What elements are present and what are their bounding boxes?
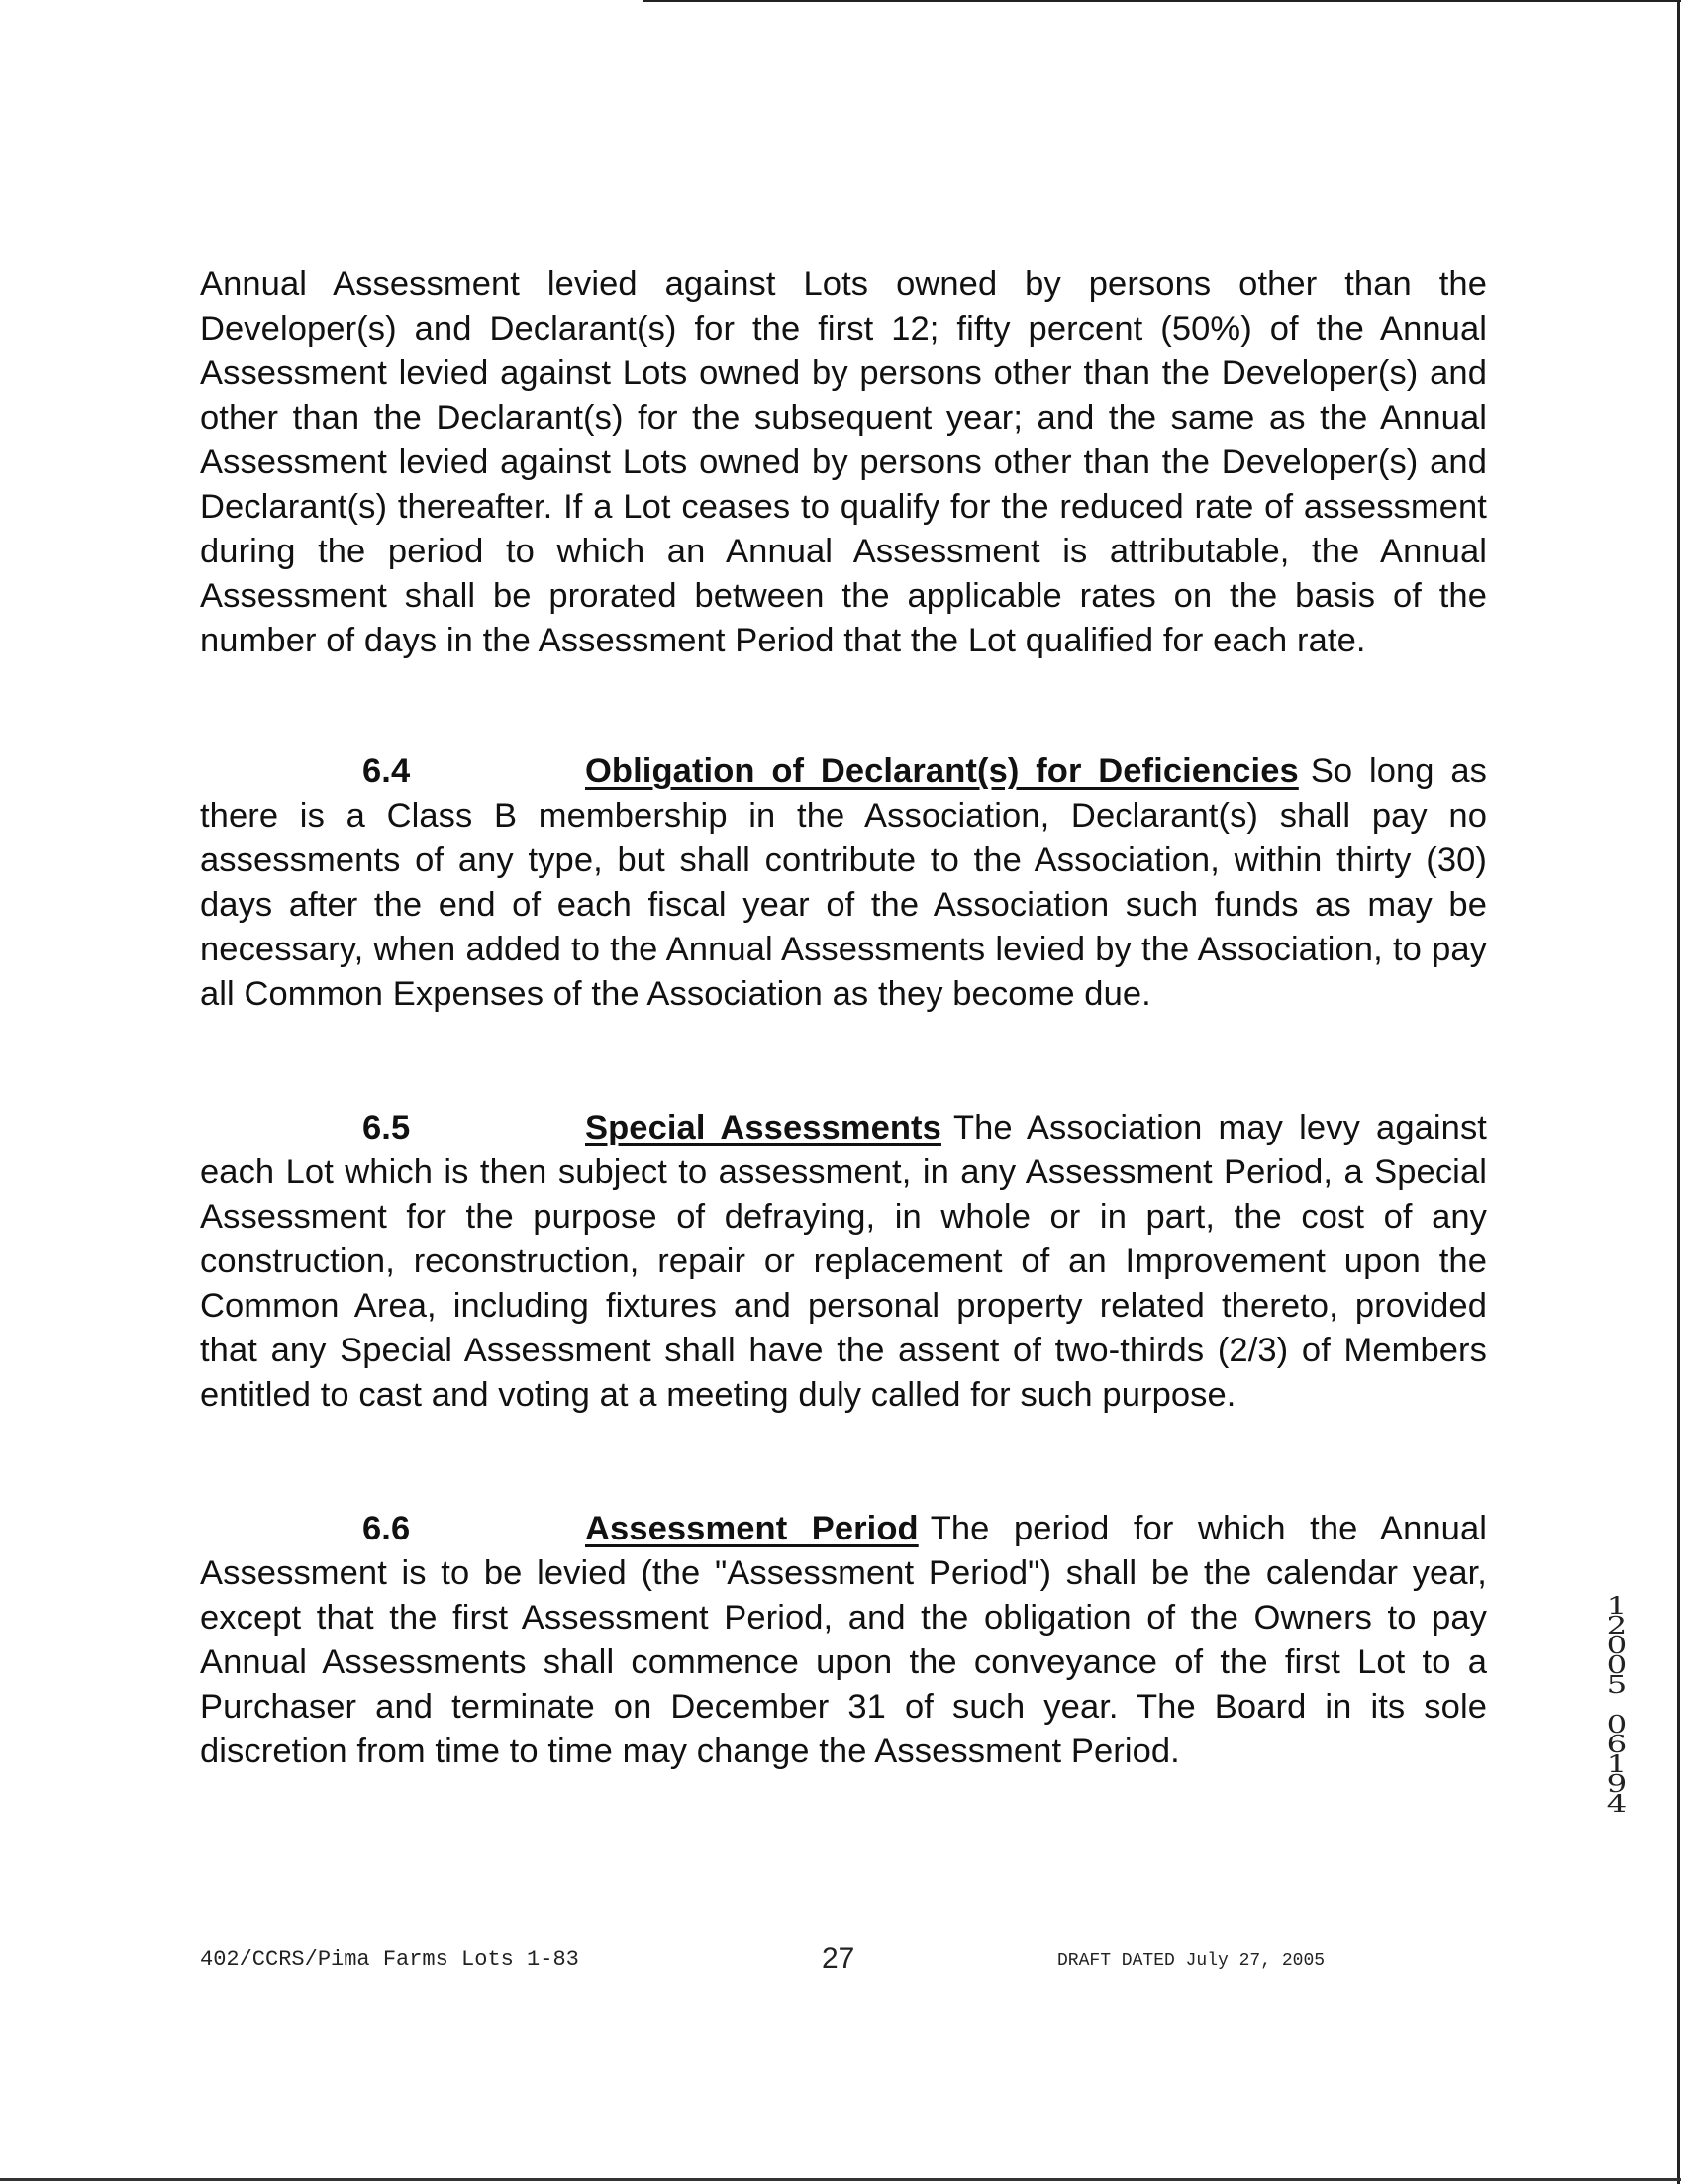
section-number: 6.6 bbox=[362, 1510, 411, 1547]
stamp-digit: 5 bbox=[1606, 1671, 1628, 1699]
stamp-digit: 4 bbox=[1606, 1790, 1628, 1818]
stamp-digit: 2 bbox=[1606, 1612, 1628, 1639]
stamp-digit: 0 bbox=[1606, 1711, 1628, 1738]
stamp-digit: 9 bbox=[1606, 1770, 1628, 1798]
section-6-6 bbox=[200, 1507, 1487, 1774]
stamp-digit: 0 bbox=[1606, 1632, 1628, 1659]
stamp-digit: 6 bbox=[1606, 1731, 1628, 1758]
section-title: Obligation of Declarant(s) for Deficiencies bbox=[585, 752, 1299, 790]
footer-file-reference: 402/CCRS/Pima Farms Lots 1-83 bbox=[200, 1947, 579, 1972]
bottom-edge-rule bbox=[0, 2178, 1681, 2181]
section-body: The Association may levy against each Lot which is then subject to assessment, in any Assessment Period, a Special Assessment for the purpose of defraying, in whole or in part, the cost of any construction, reconstruction, repair or replacement of an Improvement upon the Common Area, including fixtures and personal property related thereto, provided that any Special Assessment shall have the assent of two-thirds (2/3) of Members entitled to cast and voting at a meeting duly called for such purpose. bbox=[200, 1109, 1487, 1414]
section-6-4 bbox=[200, 749, 1487, 1017]
stamp-digit: 0 bbox=[1606, 1651, 1628, 1679]
section-number: 6.5 bbox=[362, 1109, 411, 1146]
footer-page-number: 27 bbox=[822, 1942, 855, 1975]
section-body: So long as there is a Class B membership in the Association, Declarant(s) shall pay no assessments of any type, but shall contribute to the Association, within thirty (30) days after the end of each fiscal year of the Association such funds as may be necessary, when added to the Annual Assessments levied by the Association, to pay all Common Expenses of the Association as they become due. bbox=[200, 752, 1487, 1013]
section-number: 6.4 bbox=[362, 752, 411, 790]
footer-draft-date: DRAFT DATED July 27, 2005 bbox=[1057, 1951, 1326, 1971]
stamp-digit: 1 bbox=[1606, 1750, 1628, 1778]
recording-number-stamp bbox=[1597, 1592, 1637, 1818]
top-edge-rule bbox=[643, 0, 1681, 2]
section-title: Assessment Period bbox=[585, 1510, 919, 1547]
right-edge-rule bbox=[1677, 0, 1680, 2184]
stamp-digit: 1 bbox=[1606, 1592, 1628, 1620]
section-body: The period for which the Annual Assessment is to be levied (the "Assessment Period") shall be the calendar year, except that the first Assessment Period, and the obligation of the Owners to pay Annual Assessments shall commence upon the conveyance of the first Lot to a Purchaser and terminate on December 31 of such year. The Board in its sole discretion from time to time may change the Assessment Period. bbox=[200, 1510, 1488, 1770]
section-6-5 bbox=[200, 1106, 1487, 1418]
section-title: Special Assessments bbox=[585, 1109, 941, 1146]
paragraph-intro: Annual Assessment levied against Lots owned by persons other than the Developer(s) and Declarant(s) for the first 12; fifty percent (50%) of the Annual Assessment levied against Lots owned by persons other than the Developer(s) and other than the Declarant(s) for the subsequent year; and the same as the Annual Assessment levied against Lots owned by persons other than the Developer(s) and Declarant(s) thereafter. If a Lot ceases to qualify for the reduced rate of assessment during the period to which an Annual Assessment is attributable, the Annual Assessment shall be prorated between the applicable rates on the basis of the number of days in the Assessment Period that the Lot qualified for each rate. bbox=[200, 265, 1487, 659]
